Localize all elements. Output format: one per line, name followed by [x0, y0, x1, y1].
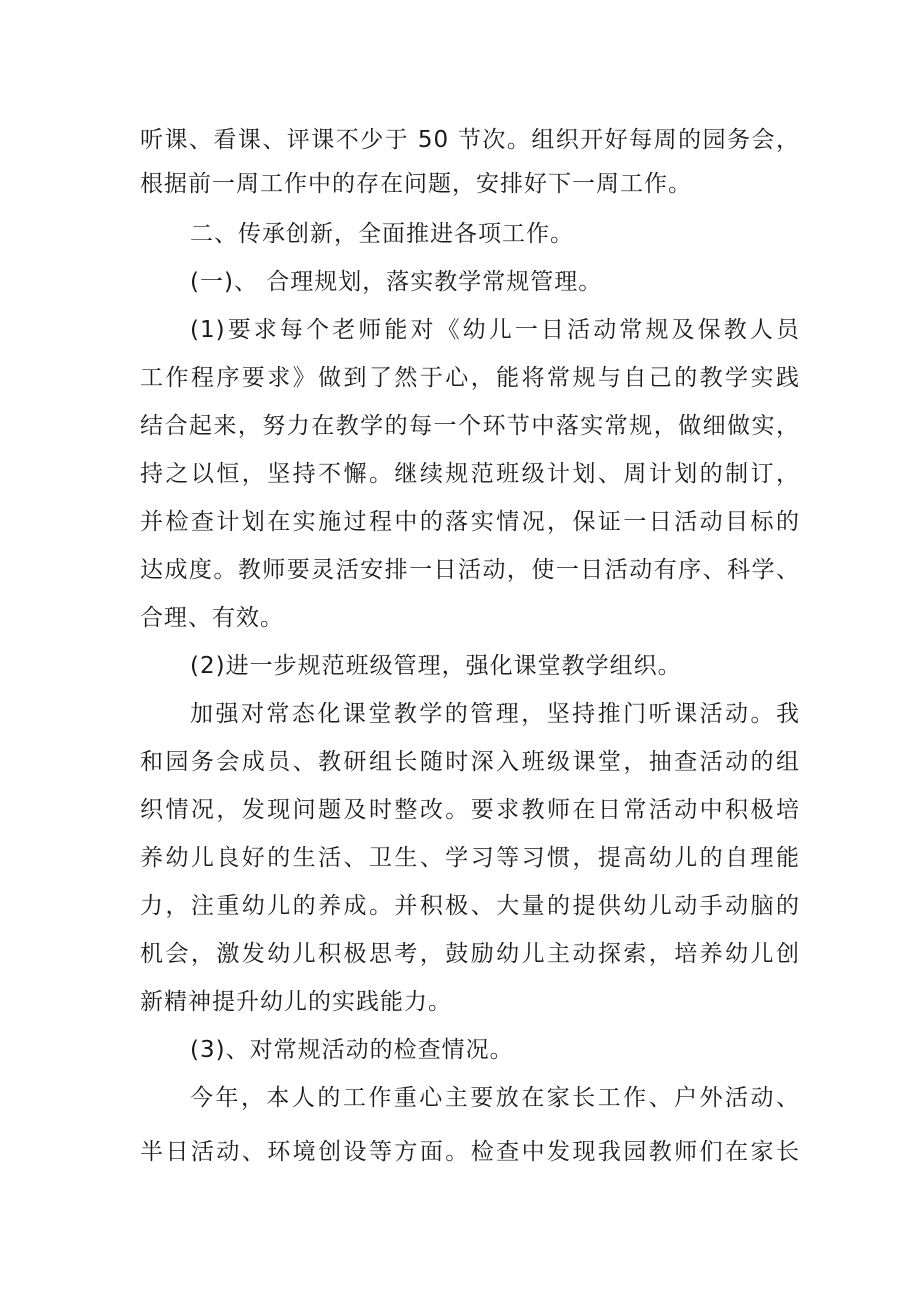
text-line: (1)要求每个老师能对《幼儿一日活动常规及保教人员 — [190, 317, 800, 343]
text-line: 机会，激发幼儿积极思考，鼓励幼儿主动探索，培养幼儿创 — [140, 941, 800, 967]
text-line: 结合起来，努力在教学的每一个环节中落实常规，做细做实， — [140, 413, 800, 439]
text-line: 织情况，发现问题及时整改。要求教师在日常活动中积极培 — [140, 797, 800, 823]
text-line: 合理、有效。 — [140, 605, 284, 631]
text-line: 和园务会成员、教研组长随时深入班级课堂，抽查活动的组 — [140, 749, 800, 775]
text-line: 今年，本人的工作重心主要放在家长工作、户外活动、 — [190, 1085, 800, 1111]
subsection-heading: (2)进一步规范班级管理，强化课堂教学组织。 — [190, 653, 682, 679]
text-line: 达成度。教师要灵活安排一日活动，使一日活动有序、科学、 — [140, 557, 800, 583]
text-line: 工作程序要求》做到了然于心，能将常规与自己的教学实践 — [140, 365, 800, 391]
subsection-heading: (一)、 合理规划，落实教学常规管理。 — [190, 269, 603, 295]
section-heading: 二、传承创新，全面推进各项工作。 — [190, 221, 574, 247]
text-line: 力，注重幼儿的养成。并积极、大量的提供幼儿动手动脑的 — [140, 893, 800, 919]
subsection-heading: (3)、对常规活动的检查情况。 — [190, 1037, 514, 1063]
text-line: 半日活动、环境创设等方面。检查中发现我园教师们在家长 — [140, 1139, 800, 1165]
text-line: 并检查计划在实施过程中的落实情况，保证一日活动目标的 — [140, 509, 800, 535]
text-line: 新精神提升幼儿的实践能力。 — [140, 989, 452, 1015]
text-line: 听课、看课、评课不少于 50 节次。组织开好每周的园务会， — [140, 127, 800, 153]
text-line: 根据前一周工作中的存在问题，安排好下一周工作。 — [140, 171, 692, 197]
text-line: 持之以恒，坚持不懈。继续规范班级计划、周计划的制订， — [140, 461, 800, 487]
text-line: 养幼儿良好的生活、卫生、学习等习惯，提高幼儿的自理能 — [140, 845, 800, 871]
text-line: 加强对常态化课堂教学的管理，坚持推门听课活动。我 — [190, 701, 800, 727]
